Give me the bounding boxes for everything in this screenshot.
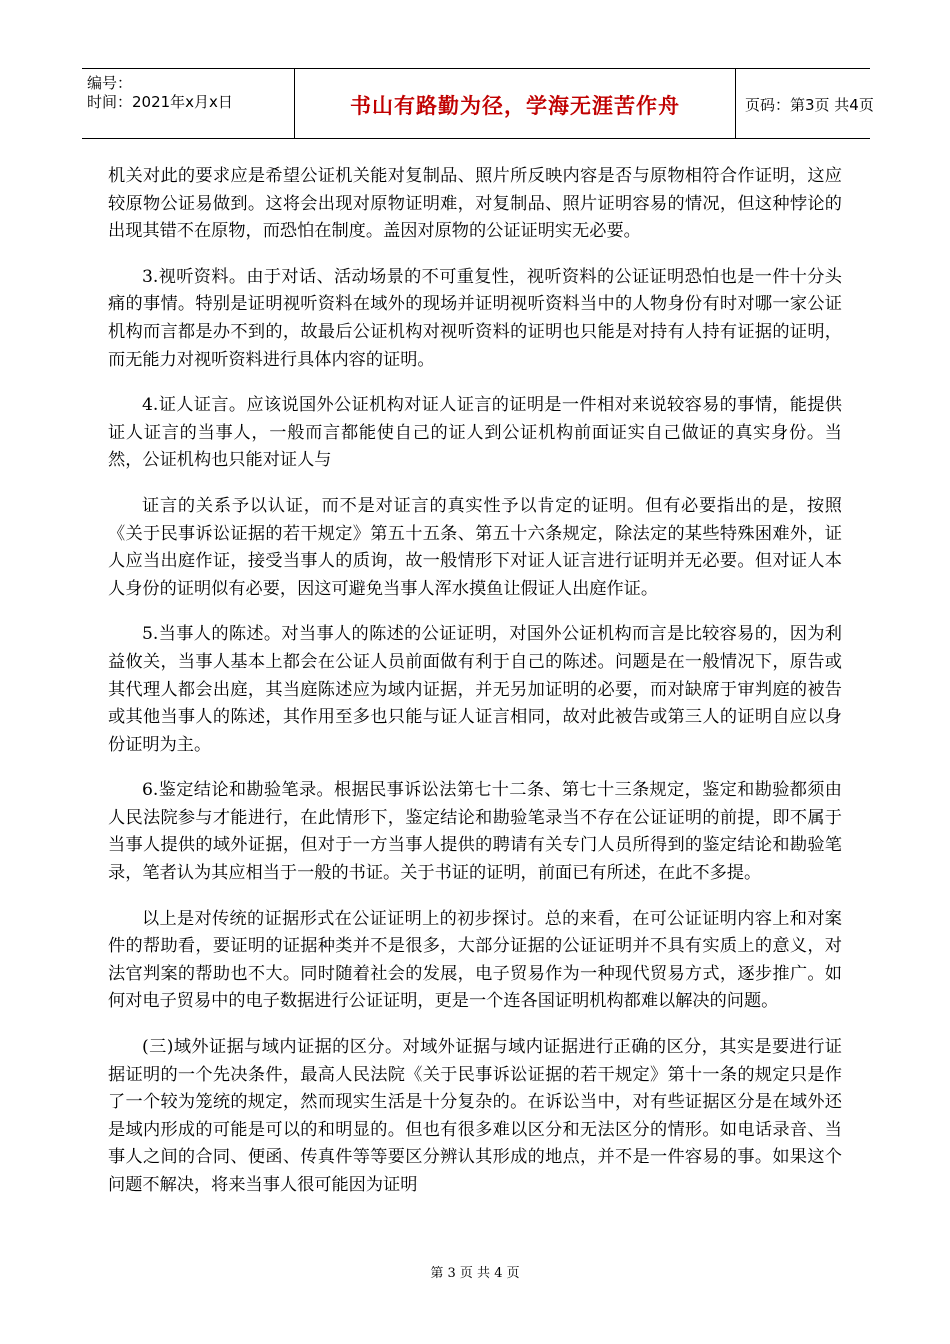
header-info-cell [82,69,294,138]
document-number-label: 编号： [87,74,133,92]
body-paragraph: 3.视听资料。由于对话、活动场景的不可重复性，视听资料的公证证明恐怕也是一件十分头痛的事情。特别是证明视听资料在域外的现场并证明视听资料当中的人物身份有时对哪一家公证机构而言都是办不到的，故最后公证机构对视听资料的证明也只能是对持有人持有证据的证明，而无能力对视听资料进行具体内容的证明。 [108,266,842,370]
body-paragraph: 6.鉴定结论和勘验笔录。根据民事诉讼法第七十二条、第七十三条规定，鉴定和勘验都须由人民法院参与才能进行，在此情形下，鉴定结论和勘验笔录当不存在公证证明的前提，即不属于当事人提供的域外证据，但对于一方当事人提供的聘请有关专门人员所得到的鉴定结论和勘验笔录，笔者认为其应相当于一般的书证。关于书证的证明，前面已有所述，在此不多提。 [108,780,842,884]
body-paragraph: 4.证人证言。应该说国外公证机构对证人证言的证明是一件相对来说较容易的事情，能提供证人证言的当事人，一般而言都能使自己的证人到公证机构前面证实自己做证的真实身份。当然，公证机构也只能对证人与 [108,395,842,471]
body-paragraph: 以上是对传统的证据形式在公证证明上的初步探讨。总的来看，在可公证证明内容上和对案件的帮助看，要证明的证据种类并不是很多，大部分证据的公证证明并不具有实质上的意义，对法官判案的帮助也不大。同时随着社会的发展，电子贸易作为一种现代贸易方式，逐步推广。如何对电子贸易中的电子数据进行公证证明，更是一个连各国证明机构都难以解决的问题。 [108,908,842,1012]
body-paragraph: 机关对此的要求应是希望公证机关能对复制品、照片所反映内容是否与原物相符合作证明，这应较原物公证易做到。这将会出现对原物证明难，对复制品、照片证明容易的情况，但这种悖论的出现其错不在原物，而恐怕在制度。盖因对原物的公证证明实无必要。 [108,166,842,242]
body-paragraph: (三)域外证据与域内证据的区分。对域外证据与域内证据进行正确的区分，其实是要进行证据证明的一个先决条件，最高人民法院《关于民事诉讼证据的若干规定》第十一条的规定只是作了一个较为笼统的规定，然而现实生活是十分复杂的。在诉讼当中，对有些证据区分是在域外还是域内形成的可能是可以的和明显的。但也有很多难以区分和无法区分的情形。如电话录音、当事人之间的合同、便函、传真件等等要区分辨认其形成的地点，并不是一件容易的事。如果这个问题不解决，将来当事人很可能因为证明 [108,1037,842,1195]
header-page-number: 页码：第3页 共4页 [745,96,874,114]
header-motto-cell [294,69,736,138]
document-date-label: 时间：2021年x月x日 [87,93,233,111]
document-body [108,163,842,1218]
header-table [82,68,874,139]
header-motto: 书山有路勤为径，学海无涯苦作舟 [350,94,680,118]
body-paragraph: 5.当事人的陈述。对当事人的陈述的公证证明，对国外公证机构而言是比较容易的，因为利益攸关，当事人基本上都会在公证人员前面做有利于自己的陈述。问题是在一般情况下，原告或其代理人都会出庭，其当庭陈述应为域内证据，并无另加证明的必要，而对缺席于审判庭的被告或其他当事人的陈述，其作用至多也只能与证人证言相同，故对此被告或第三人的证明自应以身份证明为主。 [108,624,842,755]
header-page-cell [735,69,874,138]
page-footer: 第 3 页 共 4 页 [430,1266,520,1281]
body-paragraph: 证言的关系予以认证，而不是对证言的真实性予以肯定的证明。但有必要指出的是，按照《关于民事诉讼证据的若干规定》第五十五条、第五十六条规定，除法定的某些特殊困难外，证人应当出庭作证，接受当事人的质询，故一般情形下对证人证言进行证明并无必要。但对证人本人身份的证明似有必要，因这可避免当事人浑水摸鱼让假证人出庭作证。 [108,495,842,599]
